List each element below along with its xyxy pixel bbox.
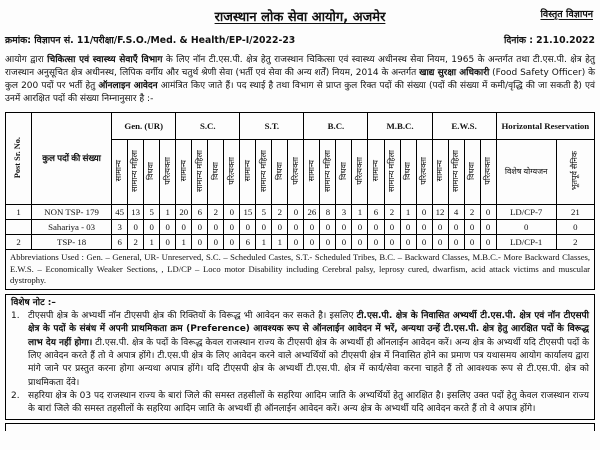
subcategory-header bbox=[384, 140, 400, 205]
vacancy-count-cell: 0 bbox=[304, 235, 320, 250]
special-abled-cell: 0 bbox=[496, 220, 556, 235]
vacancy-count-cell: 0 bbox=[144, 220, 160, 235]
subcategory-header-text: परित्यक्ता bbox=[226, 157, 236, 185]
subcategory-header bbox=[480, 140, 496, 205]
header-row bbox=[5, 6, 595, 23]
text-run: (Food Safety Officer) के कुल 200 पदों पर भर्ती हेतु bbox=[5, 68, 595, 91]
subcategory-header-text: विधवा bbox=[466, 162, 476, 180]
ex-serviceman-header bbox=[556, 140, 594, 205]
vacancy-count-cell: 1 bbox=[160, 205, 176, 220]
subcategory-header-text: विधवा bbox=[210, 162, 220, 180]
special-abled-cell: LD/CP-7 bbox=[496, 205, 556, 220]
subcategory-header bbox=[464, 140, 480, 205]
vacancy-count-cell: 0 bbox=[256, 220, 272, 235]
vacancy-count-cell: 0 bbox=[400, 235, 416, 250]
subcategory-header bbox=[160, 140, 176, 205]
truncated-next-section-box bbox=[5, 423, 595, 431]
special-abled-header: विशेष योग्यजन bbox=[496, 140, 556, 205]
vacancy-count-cell: 6 bbox=[192, 205, 208, 220]
subcategory-header-text: सामान्य bbox=[434, 160, 444, 182]
vacancy-count-cell: 0 bbox=[336, 220, 352, 235]
vacancy-count-cell: 2 bbox=[128, 235, 144, 250]
subcategory-header bbox=[432, 140, 448, 205]
vacancy-count-cell: 6 bbox=[112, 235, 128, 250]
page-title: राजस्थान लोक सेवा आयोग, अजमेर bbox=[214, 10, 386, 25]
vacancy-count-cell: 5 bbox=[144, 205, 160, 220]
category-group-header: B.C. bbox=[304, 113, 368, 140]
bold-text-run: ऑनलाइन आवेदन bbox=[98, 81, 158, 91]
subcategory-header-text: विधवा bbox=[274, 162, 284, 180]
subcategory-header bbox=[336, 140, 352, 205]
subcategory-header-text: सामान्य bbox=[178, 160, 188, 182]
vacancy-table-row bbox=[6, 220, 595, 235]
vacancy-count-cell: 0 bbox=[240, 220, 256, 235]
text-run: टीएसपी क्षेत्र के अभ्यर्थी नॉन टीएसपी क्षेत्र की रिक्तियों के विरूद्ध भी आवेदन कर सकते है। इसलिए bbox=[28, 311, 357, 322]
note-number: 1. bbox=[11, 311, 20, 322]
subcategory-header-text: परित्यक्ता bbox=[354, 157, 364, 185]
table-group-header-row bbox=[6, 113, 595, 140]
vacancy-count-cell: 0 bbox=[224, 235, 240, 250]
note-text bbox=[28, 310, 589, 390]
note-number: 2. bbox=[11, 390, 20, 401]
vacancy-count-cell: 0 bbox=[304, 220, 320, 235]
vacancy-count-cell: 0 bbox=[192, 235, 208, 250]
vacancy-count-cell: 6 bbox=[240, 235, 256, 250]
vacancy-count-cell: 0 bbox=[432, 235, 448, 250]
subcategory-header-text: परित्यक्ता bbox=[290, 157, 300, 185]
reference-line bbox=[5, 33, 595, 46]
ex-serviceman-cell: 0 bbox=[556, 220, 594, 235]
vacancy-count-cell: 8 bbox=[320, 205, 336, 220]
subcategory-header-text: सामान्य महिला bbox=[194, 150, 204, 192]
post-sr-cell bbox=[6, 220, 32, 235]
subcategory-header bbox=[288, 140, 304, 205]
special-note-box bbox=[5, 294, 595, 421]
vacancy-count-cell: 0 bbox=[384, 220, 400, 235]
vacancy-count-cell: 0 bbox=[464, 220, 480, 235]
subcategory-header bbox=[256, 140, 272, 205]
vacancy-table-head bbox=[6, 113, 595, 205]
category-group-header: M.B.C. bbox=[368, 113, 432, 140]
subcategory-header-text: सामान्य महिला bbox=[258, 150, 268, 192]
vacancy-count-cell: 4 bbox=[448, 205, 464, 220]
bold-text-run: खाद्य सुरक्षा अधिकारी bbox=[419, 68, 490, 78]
subcategory-header-text: विधवा bbox=[338, 162, 348, 180]
vacancy-count-cell: 0 bbox=[464, 235, 480, 250]
vacancy-table-row bbox=[6, 235, 595, 250]
subcategory-header bbox=[112, 140, 128, 205]
vacancy-count-cell: 12 bbox=[432, 205, 448, 220]
vacancy-count-cell: 0 bbox=[448, 235, 464, 250]
vacancy-count-cell: 5 bbox=[256, 205, 272, 220]
vacancy-count-cell: 3 bbox=[112, 220, 128, 235]
vacancy-count-cell: 0 bbox=[480, 220, 496, 235]
vacancy-count-cell: 0 bbox=[416, 205, 432, 220]
subcategory-header-text: विधवा bbox=[146, 162, 156, 180]
special-abled-cell: LD/CP-1 bbox=[496, 235, 556, 250]
subcategory-header-text: सामान्य bbox=[114, 160, 124, 182]
vacancy-count-cell: 2 bbox=[464, 205, 480, 220]
text-run: आमंत्रित किए जाते हैं। पद स्थाई है तथा विभाग से प्राप्त कुल रिक्त पदों की संख्या (पदों की संख्या में कमी/वृद्धि की जा सकती है) एवं उनमें आरक्षित पदों की संख्या निम्नानुसार है :- bbox=[5, 81, 595, 104]
vacancy-table-body bbox=[6, 205, 595, 290]
vacancy-count-cell: 0 bbox=[416, 220, 432, 235]
vacancy-count-cell: 0 bbox=[320, 235, 336, 250]
subcategory-header-text: विधवा bbox=[402, 162, 412, 180]
vacancy-count-cell: 0 bbox=[384, 235, 400, 250]
vacancy-count-cell: 0 bbox=[128, 220, 144, 235]
vacancy-count-cell: 0 bbox=[176, 220, 192, 235]
total-posts-header: कुल पदों की संख्या bbox=[32, 113, 112, 205]
subcategory-header bbox=[352, 140, 368, 205]
post-sr-no-header-text: Post Sr. No. bbox=[13, 136, 23, 179]
post-label-cell: Sahariya - 03 bbox=[32, 220, 112, 235]
bold-text-run: टी.एस.पी. क्षेत्र के निवासित अभ्यर्थी टी.एस.पी. क्षेत्र एवं नॉन टीएसपी क्षेत्र के पदों के संबंध में अपनी प्राथमिकता क्रम (Preference) आवश्यक रूप से ऑनलाईन आवेदन में भरें, अन्यथा उन्हें टी.एस.पी. क्षेत्र हेतु आरक्षित पदों के विरूद्ध लाभ देय नहीं होगा। bbox=[28, 311, 589, 348]
category-group-header: E.W.S. bbox=[432, 113, 496, 140]
abbreviations-note: Abbreviations Used : Gen. – General, UR- Unreserved, S.C. – Scheduled Castes, S.T.- Scheduled Tribes, B.C. – Backward Classes, M.B.C.- More Backward Classes, E.W.S. – Economically Weaker Sections, , LD/CP – Loco motor Disability including Cerebral palsy, leprosy cured, dwarfism, acid attack victims and muscular dystrophy. bbox=[6, 250, 595, 290]
vacancy-count-cell: 0 bbox=[208, 235, 224, 250]
subcategory-header-text: परित्यक्ता bbox=[162, 157, 172, 185]
detailed-advertisement-label: विस्तृत विज्ञापन bbox=[540, 9, 593, 20]
vacancy-count-cell: 6 bbox=[368, 205, 384, 220]
subcategory-header bbox=[192, 140, 208, 205]
vacancy-count-cell: 0 bbox=[320, 220, 336, 235]
vacancy-count-cell: 0 bbox=[336, 235, 352, 250]
subcategory-header bbox=[240, 140, 256, 205]
vacancy-count-cell: 0 bbox=[448, 220, 464, 235]
ex-serviceman-cell: 21 bbox=[556, 205, 594, 220]
horizontal-reservation-header: Horizontal Reservation bbox=[496, 113, 594, 140]
vacancy-count-cell: 1 bbox=[400, 205, 416, 220]
vacancy-count-cell: 2 bbox=[384, 205, 400, 220]
subcategory-header bbox=[176, 140, 192, 205]
category-group-header: S.C. bbox=[176, 113, 240, 140]
vacancy-table-row bbox=[6, 205, 595, 220]
vacancy-count-cell: 20 bbox=[176, 205, 192, 220]
vacancy-count-cell: 0 bbox=[224, 205, 240, 220]
note-item-2 bbox=[11, 390, 589, 417]
subcategory-header-text: परित्यक्ता bbox=[418, 157, 428, 185]
subcategory-header bbox=[320, 140, 336, 205]
ex-serviceman-header-text: भूतपूर्व सैनिक bbox=[570, 151, 580, 191]
vacancy-count-cell: 0 bbox=[352, 220, 368, 235]
subcategory-header bbox=[224, 140, 240, 205]
subcategory-header-text: सामान्य महिला bbox=[386, 150, 396, 192]
post-label-cell: TSP- 18 bbox=[32, 235, 112, 250]
vacancy-count-cell: 3 bbox=[336, 205, 352, 220]
subcategory-header bbox=[304, 140, 320, 205]
vacancy-count-cell: 26 bbox=[304, 205, 320, 220]
vacancy-count-cell: 0 bbox=[368, 235, 384, 250]
bold-text-run: चिकित्सा एवं स्वास्थ्य सेवाएँ विभाग bbox=[47, 55, 163, 65]
note-item-1 bbox=[11, 310, 589, 390]
post-label-cell: NON TSP- 179 bbox=[32, 205, 112, 220]
vacancy-count-cell: 45 bbox=[112, 205, 128, 220]
subcategory-header bbox=[128, 140, 144, 205]
vacancy-count-cell: 1 bbox=[352, 205, 368, 220]
subcategory-header-text: सामान्य महिला bbox=[450, 150, 460, 192]
text-run: सहरिया क्षेत्र के 03 पद राजस्थान राज्य के बारां जिले की समस्त तहसीलों के सहरिया आदिम जाति के अभ्यर्थियों हेतु आरक्षित है। इसलिए उक्त पदों हेतु केवल राजस्थान राज्य के बारां जिले की समस्त तहसीलों के सहरिया आदिम जाति के अभ्यर्थी ही ऑनलाईन आवेदन करें। अन्य क्षेत्र के अभ्यर्थी यदि आवेदन करते हैं तो वे अपात्र होंगे। bbox=[28, 390, 589, 415]
vacancy-count-cell: 0 bbox=[288, 205, 304, 220]
vacancy-count-cell: 0 bbox=[400, 220, 416, 235]
date-label: दिनांक : 21.10.2022 bbox=[503, 35, 595, 46]
vacancy-count-cell: 1 bbox=[176, 235, 192, 250]
subcategory-header-text: सामान्य महिला bbox=[130, 150, 140, 192]
vacancy-count-cell: 0 bbox=[416, 235, 432, 250]
vacancy-count-cell: 15 bbox=[240, 205, 256, 220]
vacancy-table bbox=[5, 112, 595, 290]
vacancy-count-cell: 0 bbox=[288, 220, 304, 235]
vacancy-count-cell: 0 bbox=[208, 220, 224, 235]
vacancy-count-cell: 0 bbox=[224, 220, 240, 235]
vacancy-count-cell: 1 bbox=[144, 235, 160, 250]
post-sr-no-header bbox=[6, 113, 32, 205]
subcategory-header bbox=[400, 140, 416, 205]
subcategory-header-text: सामान्य bbox=[306, 160, 316, 182]
post-sr-cell: 1 bbox=[6, 205, 32, 220]
vacancy-count-cell: 2 bbox=[208, 205, 224, 220]
vacancy-count-cell: 0 bbox=[272, 220, 288, 235]
note-text bbox=[28, 390, 589, 417]
subcategory-header-text: सामान्य bbox=[370, 160, 380, 182]
vacancy-count-cell: 0 bbox=[160, 220, 176, 235]
vacancy-count-cell: 0 bbox=[368, 220, 384, 235]
text-run: टी.एस.पी. क्षेत्र के पदों के विरूद्ध केवल राजस्थान राज्य के टीएसपी क्षेत्र के अभ्यर्थी ही ऑनलाईन आवेदन करें। अन्य क्षेत्र के अभ्यर्थी यदि टीएसपी पदों के लिए आवेदन करते हैं तो वे अपात्र होंगे। टी.एस.पी क्षेत्र के लिए आवेदन करने वाले अभ्यर्थियों को टीएसपी क्षेत्र में निवासित होने का प्रमाण पत्र यथासमय आयोग कार्यालय द्वारा मांगे जाने पर प्रस्तुत करना होगा अन्यथा अपात्र होंगे। यदि टीएसपी क्षेत्र के अभ्यर्थी टी.एस.पी. क्षेत्र में कार्य/सेवा करना चाहते हैं तो आवश्यक रूप से टी.एस.पी. क्षेत्र को प्राथमिकता देंवे। bbox=[28, 337, 589, 388]
vacancy-count-cell: 2 bbox=[272, 205, 288, 220]
subcategory-header bbox=[368, 140, 384, 205]
abbreviations-row bbox=[6, 250, 595, 290]
vacancy-count-cell: 0 bbox=[432, 220, 448, 235]
intro-paragraph bbox=[5, 54, 595, 106]
post-sr-cell: 2 bbox=[6, 235, 32, 250]
text-run: के लिए नॉन टी.एस.पी. क्षेत्र हेतु राजस्थान चिकित्सा एवं स्वास्थ्य अधीनस्थ सेवा नियम, 1965 के अन्तर्गत तथा टी.एस.पी. क्षेत्र हेतु राजस्थान अनुसूचित क्षेत्र अधीनस्थ, लिपिक वर्गीय और चतुर्थ श्रेणी सेवा (भर्ती एवं सेवा की अन्य शर्तें) नियम, 2014 के अन्तर्गत bbox=[5, 55, 595, 78]
vacancy-count-cell: 0 bbox=[192, 220, 208, 235]
category-group-header: Gen. (UR) bbox=[112, 113, 176, 140]
text-run: आयोग द्वारा bbox=[5, 55, 48, 65]
ref-number: क्रमांक: विज्ञापन सं. 11/परीक्षा/F.S.O./Med. & Health/EP-I/2022-23 bbox=[5, 35, 296, 46]
vacancy-count-cell: 0 bbox=[352, 235, 368, 250]
category-group-header: S.T. bbox=[240, 113, 304, 140]
subcategory-header bbox=[416, 140, 432, 205]
subcategory-header-text: सामान्य bbox=[242, 160, 252, 182]
vacancy-count-cell: 13 bbox=[128, 205, 144, 220]
subcategory-header-text: परित्यक्ता bbox=[482, 157, 492, 185]
vacancy-count-cell: 0 bbox=[288, 235, 304, 250]
subcategory-header bbox=[448, 140, 464, 205]
vacancy-count-cell: 0 bbox=[480, 235, 496, 250]
subcategory-header bbox=[272, 140, 288, 205]
subcategory-header bbox=[144, 140, 160, 205]
subcategory-header bbox=[208, 140, 224, 205]
subcategory-header-text: सामान्य महिला bbox=[322, 150, 332, 192]
vacancy-count-cell: 1 bbox=[256, 235, 272, 250]
vacancy-count-cell: 1 bbox=[272, 235, 288, 250]
special-note-heading: विशेष नोट :– bbox=[11, 297, 56, 308]
vacancy-count-cell: 0 bbox=[480, 205, 496, 220]
vacancy-count-cell: 0 bbox=[160, 235, 176, 250]
ex-serviceman-cell: 2 bbox=[556, 235, 594, 250]
